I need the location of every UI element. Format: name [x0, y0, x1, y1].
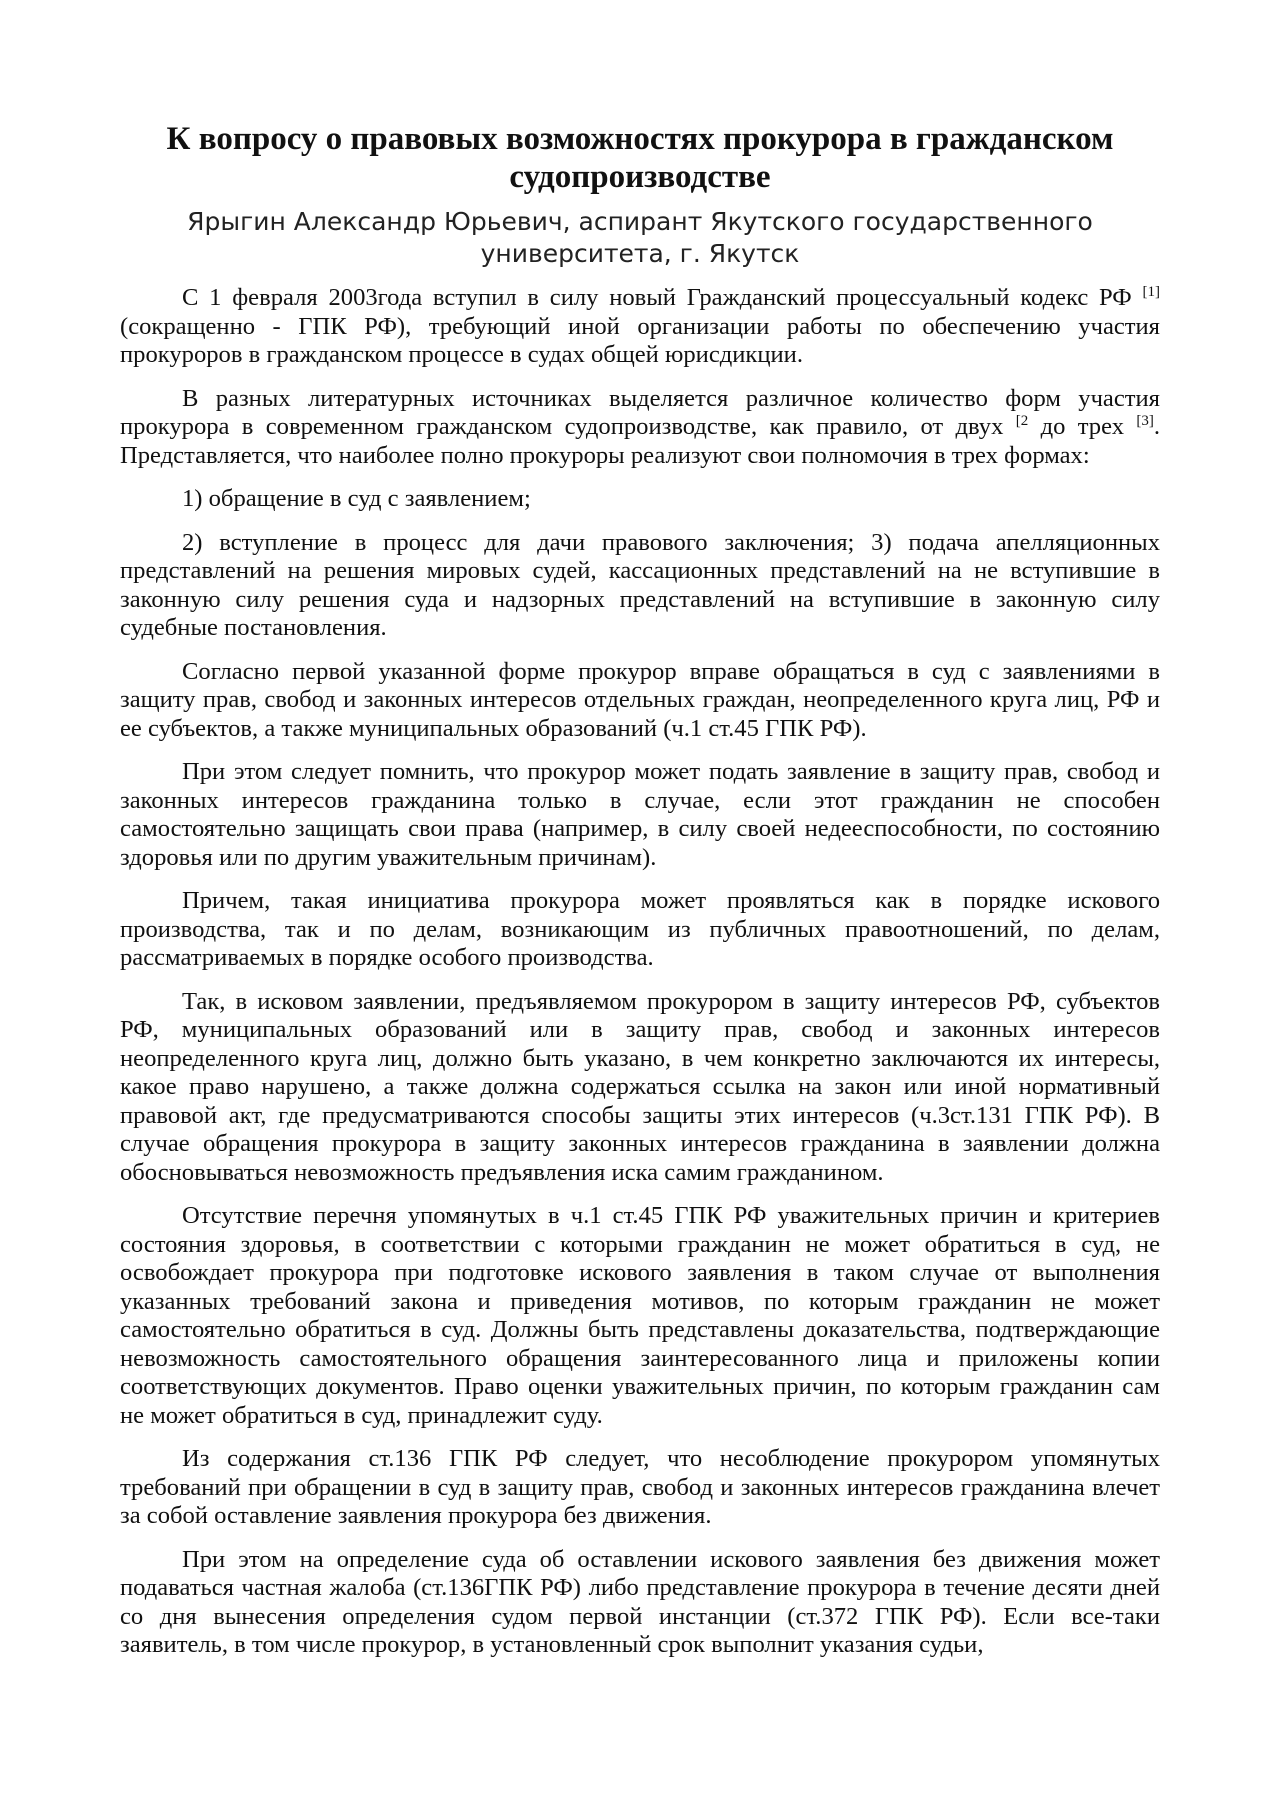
paragraph-1-text-b: (сокращенно - ГПК РФ), требующий иной организации работы по обеспечению участия прокуроров в гражданском процессе в судах общей юрисдикции.	[120, 312, 1160, 368]
paragraph-11: При этом на определение суда об оставлении искового заявления без движения может подаваться частная жалоба (ст.136ГПК РФ) либо представление прокурора в течение десяти дней со дня вынесения определения судом первой инстанции (ст.372 ГПК РФ). Если все-таки заявитель, в том числе прокурор, в установленный срок выполнит указания судьи,	[120, 1545, 1160, 1658]
paragraph-4: 2) вступление в процесс для дачи правового заключения; 3) подача апелляционных представлений на решения мировых судей, кассационных представлений на не вступившие в законную силу решения суда и надзорных представлений на вступившие в законную силу судебные постановления.	[120, 528, 1160, 641]
paragraph-2-text-b: до трех	[1028, 413, 1137, 440]
document-title: К вопросу о правовых возможностях прокурора в гражданском судопроизводстве	[166, 121, 1114, 195]
footnote-ref-2[interactable]: [2	[1015, 412, 1029, 429]
paragraph-7: Причем, такая инициатива прокурора может проявляться как в порядке искового производства, так и по делам, возникающим из публичных правоотношений, по делам, рассматриваемых в порядке особого производства.	[120, 887, 1160, 971]
paragraph-6: При этом следует помнить, что прокурор может подать заявление в защиту прав, свобод и законных интересов гражданина только в случае, если этот гражданин не способен самостоятельно защищать свои права (например, в силу своей недееспособности, по состоянию здоровья или по другим уважительным причинам).	[120, 758, 1160, 871]
document-page	[120, 120, 1160, 1675]
paragraph-2-text-c: . Представляется, что наиболее полно прокуроры реализуют свои полномочия в трех формах:	[120, 413, 1160, 469]
paragraph-1-text-a: С 1 февраля 2003года вступил в силу новый Гражданский процессуальный кодекс РФ	[182, 284, 1143, 311]
footnote-ref-3[interactable]: [3]	[1136, 412, 1154, 429]
paragraph-2	[120, 385, 1160, 471]
paragraph-2-text-a: В разных литературных источниках выделяется различное количество форм участия прокурора в современном гражданском судопроизводстве, как правило, от двух	[120, 384, 1160, 440]
footnote-ref-1[interactable]: [1]	[1142, 283, 1160, 300]
paragraph-1	[120, 284, 1160, 370]
paragraph-3: 1) обращение в суд с заявлением;	[182, 485, 531, 512]
paragraph-10: Из содержания ст.136 ГПК РФ следует, что несоблюдение прокурором упомянутых требований при обращении в суд в защиту прав, свобод и законных интересов гражданина влечет за собой оставление заявления прокурора без движения.	[120, 1445, 1160, 1529]
author-line: Ярыгин Александр Юрьевич, аспирант Якутского государственного университета, г. Якутск	[187, 207, 1093, 268]
paragraph-9: Отсутствие перечня упомянутых в ч.1 ст.45 ГПК РФ уважительных причин и критериев состояния здоровья, в соответствии с которыми гражданин не может обратиться в суд, не освобождает прокурора при подготовке искового заявления в таком случае от выполнения указанных требований закона и приведения мотивов, по которым гражданин не может самостоятельно обратиться в суд. Должны быть представлены доказательства, подтверждающие невозможность самостоятельного обращения заинтересованного лица и приложены копии соответствующих документов. Право оценки уважительных причин, по которым гражданин сам не может обратиться в суд, принадлежит суду.	[120, 1202, 1160, 1429]
paragraph-5: Согласно первой указанной форме прокурор вправе обращаться в суд с заявлениями в защиту прав, свобод и законных интересов отдельных граждан, неопределенного круга лиц, РФ и ее субъектов, а также муниципальных образований (ч.1 ст.45 ГПК РФ).	[120, 657, 1160, 742]
paragraph-8: Так, в исковом заявлении, предъявляемом прокурором в защиту интересов РФ, субъектов РФ, муниципальных образований или в защиту прав, свобод и законных интересов неопределенного круга лиц, должно быть указано, в чем конкретно заключаются их интересы, какое право нарушено, а также должна содержаться ссылка на закон или иной нормативный правовой акт, где предусматриваются способы защиты этих интересов (ч.3ст.131 ГПК РФ). В случае обращения прокурора в защиту законных интересов гражданина в заявлении должна обосновываться невозможность предъявления иска самим гражданином.	[120, 987, 1160, 1186]
